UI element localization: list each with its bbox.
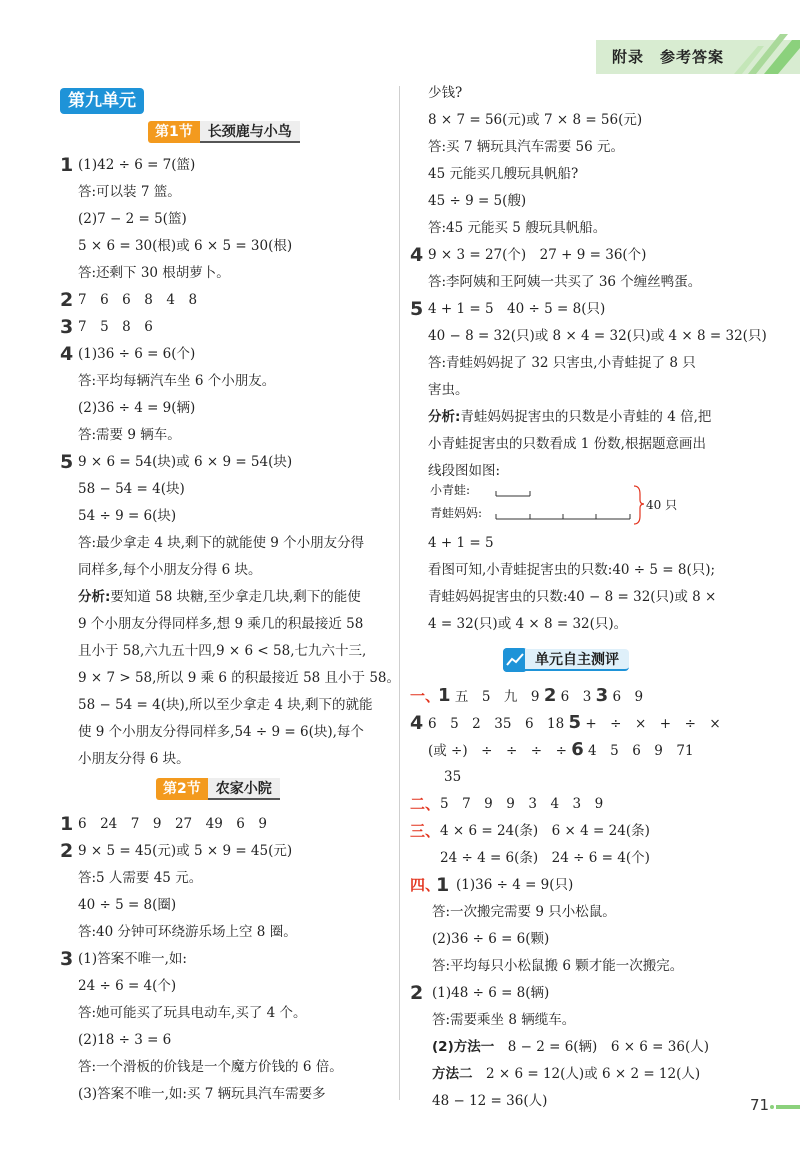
question-number: 4: [60, 343, 74, 365]
test-answer: 2 × 6 = 12(人)或 6 × 2 = 12(人): [486, 1066, 701, 1082]
test-answer: 4 5 6 9 71: [588, 743, 694, 759]
answer-line: 答:5 人需要 45 元。: [78, 870, 203, 886]
diagram-label-mother-frog: 青蛙妈妈:: [430, 506, 483, 520]
test-answer: 8 − 2 = 6(辆) 6 × 6 = 36(人): [507, 1039, 710, 1055]
unit-test-label: 单元自主测评: [525, 649, 629, 671]
answer-line: 答:最少拿走 4 块,剩下的就能使 9 个小朋友分得: [78, 535, 365, 551]
answer-line: 答:需要 9 辆车。: [78, 427, 181, 443]
question-number: 1: [438, 685, 451, 706]
header-title: 附录 参考答案: [612, 48, 725, 66]
answer-line: 5 × 6 = 30(根)或 6 × 5 = 30(根): [78, 238, 293, 254]
part-label: 三、: [410, 822, 441, 840]
test-answer-line: [432, 1037, 709, 1057]
analysis-text: 要知道 58 块糖,至少拿走几块,剩下的能使: [110, 589, 361, 605]
test-answer-line: 答:需要乘坐 8 辆缆车。: [432, 1012, 576, 1028]
question-number: 1: [60, 154, 74, 176]
answer-line: 8 × 7 = 56(元)或 7 × 8 = 56(元): [428, 112, 643, 128]
answer-line: (2)36 ÷ 4 = 9(辆): [78, 400, 196, 416]
answer-line: 58 − 54 = 4(块): [78, 481, 185, 497]
answer-line: 答:40 分钟可环绕游乐场上空 8 圈。: [78, 924, 297, 940]
answer-line: 7 6 6 8 4 8: [78, 292, 198, 308]
analysis-label: 分析:: [78, 589, 111, 605]
answer-line: 45 元能买几艘玩具帆船?: [428, 166, 579, 182]
question-number: 1: [436, 874, 450, 896]
answer-line: 答:还剩下 30 根胡萝卜。: [78, 265, 230, 281]
analysis-line: 9 个小朋友分得同样多,想 9 乘几的积最接近 58: [78, 616, 364, 632]
section-1-badge: 第1节: [148, 121, 200, 143]
diagram-label-small-frog: 小青蛙:: [430, 483, 471, 497]
part-label: 二、: [410, 795, 441, 813]
trend-chart-icon: [503, 648, 527, 672]
test-answer-line: [432, 1064, 700, 1084]
answer-line: (1)答案不唯一,如:: [78, 951, 187, 967]
answer-line: 少钱?: [428, 85, 463, 101]
analysis-line: 4 = 32(只)或 4 × 8 = 32(只)。: [428, 616, 628, 632]
answer-line: (1)42 ÷ 6 = 7(篮): [78, 157, 196, 173]
answer-line: 答:李阿姨和王阿姨一共买了 36 个缠丝鸭蛋。: [428, 274, 702, 290]
test-answer-line: (1)36 ÷ 4 = 9(只): [456, 877, 574, 893]
test-answer-line: [428, 713, 721, 734]
analysis-line: 线段图如图:: [428, 463, 501, 479]
analysis-line: 4 + 1 = 5: [428, 535, 494, 551]
question-number: 2: [60, 289, 74, 311]
answer-line: 同样多,每个小朋友分得 6 块。: [78, 562, 262, 578]
answer-line: 45 ÷ 9 = 5(艘): [428, 193, 527, 209]
test-answer-line: 48 − 12 = 36(人): [432, 1093, 548, 1109]
question-number: 2: [410, 982, 424, 1004]
analysis-line: [428, 407, 711, 427]
question-number: 3: [60, 316, 74, 338]
answer-line: 9 × 5 = 45(元)或 5 × 9 = 45(元): [78, 843, 293, 859]
section-1-title: [148, 121, 300, 143]
question-number: 4: [410, 244, 424, 266]
diagram-total-label: 40 只: [646, 498, 678, 512]
analysis-line: 58 − 54 = 4(块),所以至少拿走 4 块,剩下的就能: [78, 697, 373, 713]
answer-line: 40 ÷ 5 = 8(圈): [78, 897, 177, 913]
answer-line: 24 ÷ 6 = 4(个): [78, 978, 177, 994]
test-answer-line: 答:平均每只小松鼠搬 6 颗才能一次搬完。: [432, 958, 684, 974]
question-number: 6: [571, 739, 584, 760]
answer-line: 54 ÷ 9 = 6(块): [78, 508, 177, 524]
page-number: 71: [750, 1096, 770, 1114]
answer-line: 9 × 3 = 27(个) 27 + 9 = 36(个): [428, 247, 647, 263]
test-answer-line: (1)48 ÷ 6 = 8(辆): [432, 985, 550, 1001]
test-answer: 6 3: [560, 689, 592, 705]
column-divider: [399, 86, 400, 1100]
answer-line: 答:她可能买了玩具电动车,买了 4 个。: [78, 1005, 307, 1021]
analysis-line: 9 × 7 > 58,所以 9 乘 6 的积最接近 58 且小于 58。: [78, 670, 401, 686]
analysis-line: 使 9 个小朋友分得同样多,54 ÷ 9 = 6(块),每个: [78, 724, 364, 740]
analysis-line: 青蛙妈妈捉害虫的只数:40 − 8 = 32(只)或 8 ×: [428, 589, 717, 605]
test-answer-line: 5 7 9 9 3 4 3 9: [440, 796, 604, 812]
unit-title: 第九单元: [60, 88, 144, 114]
answer-line: (2)7 − 2 = 5(篮): [78, 211, 187, 227]
test-answer: 6 9: [612, 689, 644, 705]
total-brace: [634, 486, 644, 524]
section-2-title: [156, 778, 280, 800]
answer-line: 答:可以装 7 篮。: [78, 184, 181, 200]
test-answer-line: (2)36 ÷ 6 = 6(颗): [432, 931, 550, 947]
test-answer: 6 5 2 35 6 18: [428, 716, 565, 732]
header-decoration-icon: [728, 28, 800, 74]
test-answer: 五 5 九 9: [454, 689, 540, 705]
question-number: 5: [410, 298, 424, 320]
mother-frog-segment: [496, 514, 630, 519]
answer-line: 害虫。: [428, 382, 469, 398]
question-number: 3: [60, 948, 74, 970]
question-number: 4: [410, 712, 424, 734]
answer-line: (2)18 ÷ 3 = 6: [78, 1032, 172, 1048]
analysis-line: 小朋友分得 6 块。: [78, 751, 190, 767]
answer-line: 答:青蛙妈妈捉了 32 只害虫,小青蛙捉了 8 只: [428, 355, 696, 371]
answer-line: 4 + 1 = 5 40 ÷ 5 = 8(只): [428, 301, 606, 317]
page-number-bar: [776, 1105, 800, 1109]
line-segment-diagram: [430, 482, 680, 528]
analysis-label: 分析:: [428, 409, 461, 425]
answer-line: 7 5 8 6: [78, 319, 153, 335]
answer-line: (1)36 ÷ 6 = 6(个): [78, 346, 196, 362]
question-number: 2: [60, 840, 74, 862]
answer-line: 答:平均每辆汽车坐 6 个小朋友。: [78, 373, 276, 389]
test-answer: (或 ÷) ÷ ÷ ÷ ÷: [428, 743, 567, 759]
method-label: 方法二: [432, 1066, 473, 1082]
test-answer-line: [438, 686, 643, 707]
question-number: 5: [568, 712, 582, 733]
answer-line: 答:一个滑板的价钱是一个魔方价钱的 6 倍。: [78, 1059, 343, 1075]
unit-test-title: [503, 648, 653, 672]
analysis-line: 且小于 58,六九五十四,9 × 6 < 58,七九六十三,: [78, 643, 367, 659]
question-number: 3: [595, 685, 609, 706]
test-answer: + ÷ × + ÷ ×: [585, 716, 721, 732]
method-label: (2)方法一: [432, 1039, 495, 1055]
part-label: 一、: [410, 687, 441, 705]
answer-line: 9 × 6 = 54(块)或 6 × 9 = 54(块): [78, 454, 293, 470]
analysis-line: 小青蛙捉害虫的只数看成 1 份数,根据题意画出: [428, 436, 706, 452]
small-frog-segment: [496, 491, 530, 496]
answer-line: 答:45 元能买 5 艘玩具帆船。: [428, 220, 607, 236]
section-2-badge: 第2节: [156, 778, 208, 800]
test-answer-line: 答:一次搬完需要 9 只小松鼠。: [432, 904, 616, 920]
answer-line: 6 24 7 9 27 49 6 9: [78, 816, 267, 832]
analysis-text: 青蛙妈妈捉害虫的只数是小青蛙的 4 倍,把: [460, 409, 712, 425]
test-answer-line: 35: [444, 769, 462, 785]
analysis-line: 看图可知,小青蛙捉害虫的只数:40 ÷ 5 = 8(只);: [428, 562, 716, 578]
test-answer-line: 24 ÷ 4 = 6(条) 24 ÷ 6 = 4(个): [440, 850, 650, 866]
part-label: 四、: [410, 876, 441, 894]
section-2-name: 农家小院: [208, 778, 280, 800]
answer-line: (3)答案不唯一,如:买 7 辆玩具汽车需要多: [78, 1086, 326, 1102]
analysis-line: [78, 587, 361, 607]
question-number: 5: [60, 451, 74, 473]
answer-line: 40 − 8 = 32(只)或 8 × 4 = 32(只)或 4 × 8 = 32(只): [428, 328, 767, 344]
section-1-name: 长颈鹿与小鸟: [200, 121, 300, 143]
page-number-dot: [770, 1105, 774, 1109]
test-answer-line: [428, 740, 694, 761]
test-answer-line: 4 × 6 = 24(条) 6 × 4 = 24(条): [440, 823, 650, 839]
question-number: 1: [60, 813, 74, 835]
question-number: 2: [543, 685, 557, 706]
answer-line: 答:买 7 辆玩具汽车需要 56 元。: [428, 139, 624, 155]
